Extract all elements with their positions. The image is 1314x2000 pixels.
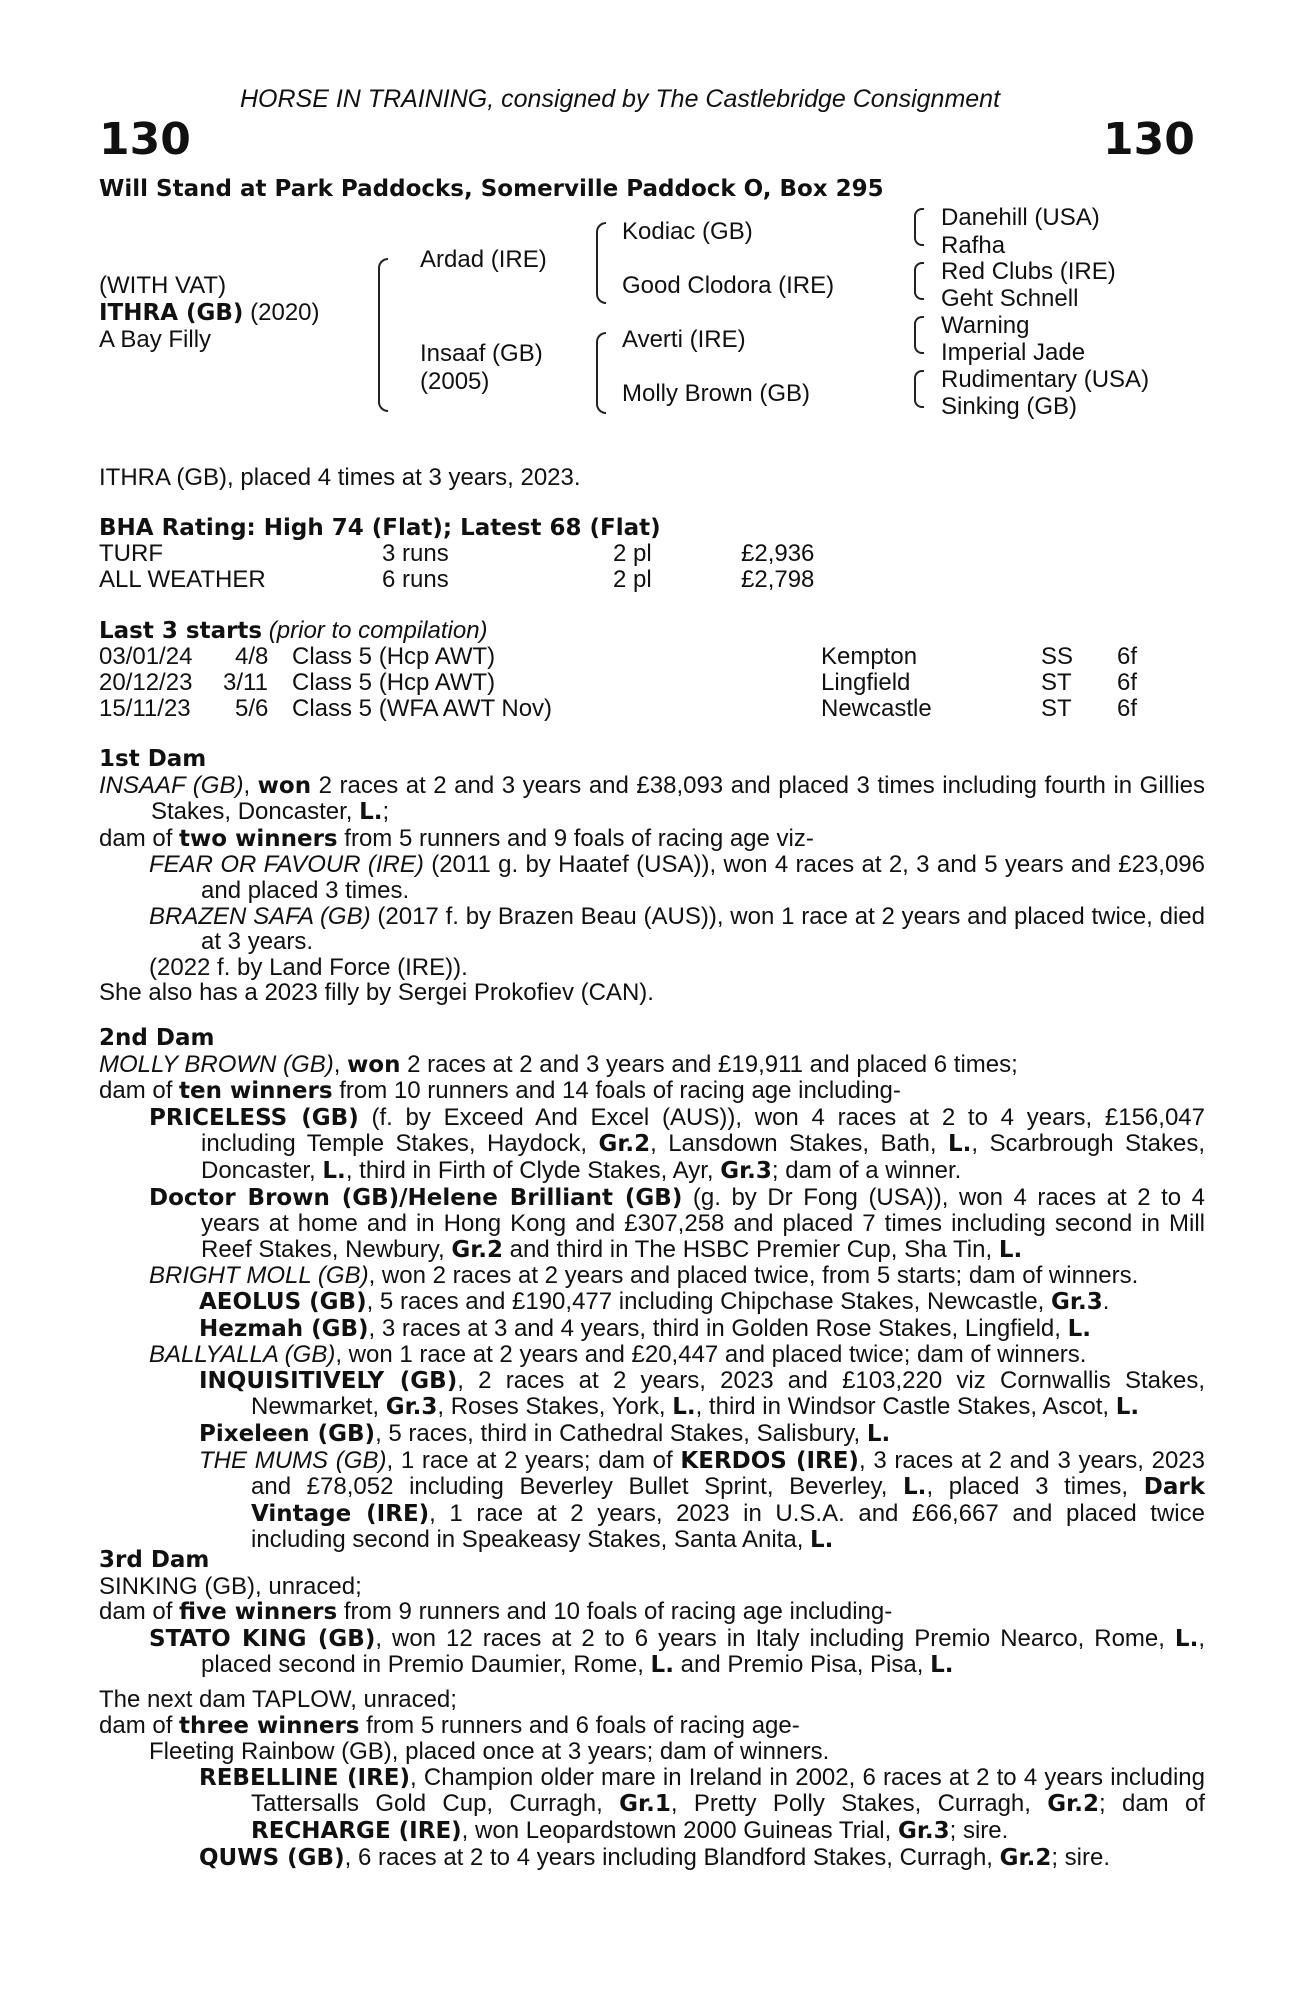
third-dam-section (99, 1547, 1205, 1679)
progeny-record: (g. by Dr Fong (USA)), won 4 races at 2 to 4 years at home and in Hong Kong and £307,258 and placed 7 times including second in Mill Reef Stakes, Newbury, (201, 1183, 1206, 1263)
start-date: 20/12/23 (99, 669, 193, 696)
pedigree-sire-dam: Good Clodora (IRE) (622, 272, 835, 299)
listed-label: L. (672, 1394, 696, 1421)
progeny-record: , won 12 races at 2 to 6 years in Italy including Premio Nearco, Rome, (375, 1624, 1175, 1652)
first-dam-record: 2 races at 2 and 3 years and £38,093 and placed 3 times including fourth in Gillies Stakes, Doncaster, (151, 771, 1205, 826)
progeny-record: , 1 race at 2 years; dam of (386, 1446, 681, 1474)
progeny-record: , won 2 races at 2 years and placed twice, from 5 starts; dam of winners. (368, 1262, 1139, 1290)
progeny-record: , won Leopardstown 2000 Guineas Trial, (461, 1816, 898, 1844)
progeny-name: THE MUMS (GB) (199, 1446, 387, 1474)
horse-summary: ITHRA (GB), placed 4 times at 3 years, 2023. (99, 464, 581, 491)
pedigree-brace-main (378, 258, 388, 412)
progeny-record: , Roses Stakes, York, (437, 1393, 673, 1421)
pedigree-dam-sire: Averti (IRE) (622, 326, 746, 353)
group-label: Gr.3 (385, 1394, 438, 1421)
dam-of-text: dam of (99, 1598, 180, 1626)
pedigree-sdd: Geht Schnell (941, 285, 1079, 312)
listed-label: L. (650, 1652, 674, 1679)
start-going: SS (1041, 643, 1074, 670)
pedigree-ddd: Sinking (GB) (941, 393, 1078, 420)
listed-label: L. (866, 1420, 891, 1447)
group-label: Gr.2 (598, 1131, 651, 1158)
progeny-record: , 6 races at 2 to 4 years including Blandford Stakes, Curragh, (344, 1843, 1000, 1871)
winners-count: five winners (179, 1599, 338, 1626)
progeny-name: BALLYALLA (GB) (149, 1341, 336, 1369)
punct: . (1102, 1287, 1110, 1315)
progeny-record: , Scarbrough Stakes, Doncaster, (201, 1130, 1205, 1184)
listed-label: L. (947, 1131, 972, 1158)
progeny-record: ; dam of (1098, 1790, 1206, 1818)
progeny-name: Doctor Brown (GB)/Helene Brilliant (GB) (149, 1184, 683, 1211)
progeny-record: Fleeting Rainbow (GB), placed once at 3 years; dam of winners. (149, 1738, 830, 1766)
start-course: Newcastle (821, 695, 932, 722)
second-dam-heading: 2nd Dam (99, 1025, 215, 1051)
horse-name: ITHRA (GB) (99, 300, 244, 326)
rating-title: BHA Rating: High 74 (Flat); Latest 68 (Flat) (99, 515, 661, 541)
lot-number-left: 130 (99, 114, 191, 165)
progeny-name: RECHARGE (IRE) (251, 1817, 462, 1844)
last-starts-title (99, 618, 488, 644)
progeny-name: KERDOS (IRE) (680, 1447, 859, 1474)
pedigree-dsd: Imperial Jade (941, 339, 1086, 366)
runners-text: from 9 runners and 10 foals of racing age including- (337, 1598, 893, 1626)
pedigree-brace-g4 (914, 370, 924, 408)
rating-placed: 2 pl (613, 540, 652, 567)
yearling-note: She also has a 2023 filly by Sergei Prokofiev (CAN). (99, 979, 654, 1007)
progeny-record: ; sire. (949, 1816, 1009, 1844)
pedigree-dds: Rudimentary (USA) (941, 366, 1150, 393)
winners-count: three winners (179, 1712, 360, 1739)
progeny-name: INQUISITIVELY (GB) (199, 1367, 458, 1394)
progeny-record: and third in The HSBC Premier Cup, Sha Tin, (503, 1235, 999, 1263)
progeny-name: QUWS (GB) (199, 1844, 345, 1871)
winners-count: ten winners (179, 1078, 333, 1105)
first-dam-heading: 1st Dam (99, 746, 207, 772)
rating-placed: 2 pl (613, 566, 652, 593)
pedigree-ssd: Rafha (941, 232, 1006, 259)
progeny-name: STATO KING (GB) (149, 1625, 376, 1652)
first-dam-section: 1st Dam INSAAF (GB), won 2 races at 2 and 3 years and £38,093 and placed 3 times including fourth in Gillies Stakes, Doncaster, L.; dam of two winners from 5 runners and 9 foals of racing age viz- FEAR OR FAVOUR (IRE) (2011 g. by Haatef (USA)), won 4 races at 2, 3 and 5 years and £23,096 and placed 3 times. BRAZEN SAFA (GB) (2017 f. by Brazen Beau (AUS)), won 1 race at 2 years and placed twice, died at 3 years. (2022 f. by Land Force (IRE)). She also has a 2023 filly by Sergei Prokofiev (CAN). (99, 746, 1206, 1007)
progeny-name: Dark Vintage (IRE) (251, 1474, 1205, 1527)
pedigree-brace-dam (596, 332, 606, 414)
third-dam-heading: 3rd Dam (99, 1547, 210, 1573)
group-label: Gr.2 (1047, 1791, 1099, 1818)
progeny-record: , 5 races, third in Cathedral Stakes, Salisbury, (375, 1419, 867, 1447)
second-dam-record: 2 races at 2 and 3 years and £19,911 and placed 6 times; (400, 1050, 1018, 1078)
listed-label: L. (930, 1652, 954, 1679)
group-label: Gr.3 (1051, 1288, 1103, 1315)
progeny-record: (f. by Exceed And Excel (AUS)), won 4 races at 2 to 4 years, £156,047 including Temple Stakes, Haydock, (201, 1103, 1205, 1158)
horse-description: A Bay Filly (99, 326, 212, 353)
progeny-record: , third in Windsor Castle Stakes, Ascot, (695, 1393, 1116, 1421)
progeny-record: , placed second in Premio Daumier, Rome, (201, 1624, 1205, 1679)
start-distance: 6f (1117, 669, 1138, 696)
pedigree-brace-g3 (914, 316, 924, 354)
pedigree-dam-dam: Molly Brown (GB) (622, 380, 811, 407)
winners-count: two winners (179, 825, 338, 852)
punct: ; (382, 798, 390, 826)
rating-surface: ALL WEATHER (99, 566, 266, 593)
start-course: Kempton (821, 643, 918, 670)
next-dam-section (99, 1687, 1205, 1871)
progeny-record: , third in Firth of Clyde Stakes, Ayr, (345, 1156, 721, 1184)
progeny-record: , 5 races and £190,477 including Chipchase Stakes, Newcastle, (366, 1287, 1052, 1315)
progeny-record: ; dam of a winner. (771, 1156, 962, 1184)
listed-label: L. (1115, 1394, 1140, 1421)
horse-year: (2020) (250, 299, 320, 326)
rating-prize: £2,798 (741, 566, 815, 593)
pedigree-dss: Warning (941, 312, 1030, 339)
first-dam-name: INSAAF (GB) (99, 771, 244, 799)
progeny-record: , placed 3 times, (926, 1473, 1144, 1501)
progeny-record: , won 1 race at 2 years and £20,447 and placed twice; dam of winners. (335, 1341, 1087, 1369)
runners-text: from 5 runners and 9 foals of racing age viz- (337, 824, 814, 852)
vat-note: (WITH VAT) (99, 272, 227, 299)
progeny-record: , 3 races at 3 and 4 years, third in Golden Rose Stakes, Lingfield, (368, 1314, 1068, 1342)
start-distance: 6f (1117, 643, 1138, 670)
progeny-name: Hezmah (GB) (199, 1315, 369, 1342)
progeny-record: (2017 f. by Brazen Beau (AUS)), won 1 race at 2 years and placed twice, died at 3 years. (201, 902, 1205, 956)
group-label: Gr.2 (999, 1844, 1052, 1871)
progeny-name: Pixeleen (GB) (199, 1420, 376, 1447)
start-distance: 6f (1117, 695, 1138, 722)
listed-label: L. (903, 1474, 927, 1501)
start-date: 03/01/24 (99, 643, 193, 670)
progeny-record: ; sire. (1051, 1843, 1111, 1871)
progeny-name: AEOLUS (GB) (199, 1288, 367, 1315)
pedigree-brace-g2 (914, 262, 924, 300)
start-position: 4/8 (235, 643, 269, 670)
pedigree-sds: Red Clubs (IRE) (941, 258, 1116, 285)
listed-label: L. (359, 799, 383, 826)
rating-surface: TURF (99, 540, 163, 567)
progeny-record: and Premio Pisa, Pisa, (673, 1651, 931, 1679)
progeny-record: (2022 f. by Land Force (IRE)). (149, 953, 468, 981)
progeny-name: FEAR OR FAVOUR (IRE) (149, 851, 424, 879)
start-race: Class 5 (Hcp AWT) (292, 643, 496, 670)
runners-text: from 5 runners and 6 foals of racing age- (359, 1711, 800, 1739)
start-date: 15/11/23 (99, 695, 191, 722)
listed-label: L. (322, 1157, 346, 1184)
rating-runs: 6 runs (382, 566, 449, 593)
start-position: 5/6 (235, 695, 269, 722)
horse-name-line (99, 299, 320, 327)
listed-label: L. (998, 1236, 1023, 1263)
listed-label: L. (1174, 1625, 1199, 1652)
rating-runs: 3 runs (382, 540, 449, 567)
dam-of-text: dam of (99, 1711, 180, 1739)
listed-label: L. (810, 1527, 834, 1554)
pedigree-dam: Insaaf (GB) (420, 340, 543, 367)
stand-location: Will Stand at Park Paddocks, Somerville Paddock O, Box 295 (99, 176, 884, 202)
start-position: 3/11 (223, 669, 268, 696)
consignor-line: HORSE IN TRAINING, consigned by The Castlebridge Consignment (240, 85, 1001, 113)
second-dam-name: MOLLY BROWN (GB) (99, 1050, 334, 1078)
start-going: ST (1041, 669, 1072, 696)
group-label: Gr.1 (619, 1791, 671, 1818)
progeny-name: REBELLINE (IRE) (199, 1764, 411, 1791)
progeny-record: , Pretty Polly Stakes, Curragh, (670, 1790, 1048, 1818)
start-race: Class 5 (WFA AWT Nov) (292, 695, 553, 722)
next-dam-name: The next dam TAPLOW, unraced; (99, 1686, 457, 1713)
pedigree-dam-year: (2005) (420, 368, 490, 395)
listed-label: L. (1067, 1315, 1092, 1342)
start-race: Class 5 (Hcp AWT) (292, 669, 496, 696)
runners-text: from 10 runners and 14 foals of racing age including- (332, 1077, 901, 1105)
group-label: Gr.3 (720, 1157, 772, 1184)
progeny-record: , Champion older mare in Ireland in 2002, 6 races at 2 to 4 years including Tattersalls Gold Cup, Curragh, (251, 1763, 1205, 1818)
rating-prize: £2,936 (741, 540, 815, 567)
pedigree-brace-g1 (914, 208, 924, 246)
group-label: Gr.2 (451, 1236, 504, 1263)
second-dam-section: 2nd Dam MOLLY BROWN (GB), won 2 races at 2 and 3 years and £19,911 and placed 6 times; dam of ten winners from 10 runners and 14 foals of racing age including- PRICELESS (GB) (f. by Exceed And Excel (AUS)), won 4 races at 2 to 4 years, £156,047 including Temple Stakes, Haydock, Gr.2, Lansdown Stakes, Bath, L., Scarbrough Stakes, Doncaster, L., third in Firth of Clyde Stakes, Ayr, Gr.3; dam of a winner. Doctor Brown (GB)/Helene Brilliant (GB) (g. by Dr Fong (USA)), won 4 races at 2 to 4 years at home and in Hong Kong and £307,258 and placed 7 times including second in Mill Reef Stakes, Newbury, Gr.2 and third in The HSBC Premier Cup, Sha Tin, L. BRIGHT MOLL (GB), won 2 races at 2 years and placed twice, from 5 starts; dam of winners. AEOLUS (GB), 5 races and £190,477 including Chipchase Stakes, Newcastle, Gr.3. Hezmah (GB), 3 races at 3 and 4 years, third in Golden Rose Stakes, Lingfield, L. BALLYALLA (GB), won 1 race at 2 years and £20,447 and placed twice; dam of winners. INQUISITIVELY (GB), 2 races at 2 years, 2023 and £103,220 viz Cornwallis Stakes, Newmarket, Gr.3, Roses Stakes, York, L., third in Windsor Castle Stakes, Ascot, L. Pixeleen (GB), 5 races, third in Cathedral Stakes, Salisbury, L. THE MUMS (GB), 1 race at 2 years; dam of KERDOS (IRE), 3 races at 2 and 3 years, 2023 and £78,052 including Beverley Bullet Sprint, Beverley, L., placed 3 times, Dark Vintage (IRE), 1 race at 2 years, 2023 in U.S.A. and £66,667 and placed twice including second in Speakeasy Stakes, Santa Anita, L. (99, 1025, 1206, 1554)
progeny-record: , 1 race at 2 years, 2023 in U.S.A. and £66,667 and placed twice including second in Speakeasy Stakes, Santa Anita, (251, 1499, 1205, 1554)
pedigree-brace-sire (596, 222, 606, 304)
progeny-record: , 2 races at 2 years, 2023 and £103,220 viz Cornwallis Stakes, Newmarket, (251, 1366, 1205, 1421)
third-dam-name: SINKING (GB), unraced; (99, 1572, 362, 1600)
won-label: won (347, 1051, 401, 1078)
dam-of-text: dam of (99, 824, 180, 852)
progeny-record: (2011 g. by Haatef (USA)), won 4 races at 2, 3 and 5 years and £23,096 and placed 3 times. (201, 851, 1206, 904)
lot-number-right: 130 (1103, 114, 1195, 165)
progeny-record: , Lansdown Stakes, Bath, (650, 1130, 948, 1158)
progeny-record: , 3 races at 2 and 3 years, 2023 and £78,052 including Beverley Bullet Sprint, Beverley, (251, 1446, 1205, 1501)
pedigree-sire-sire: Kodiac (GB) (622, 218, 753, 245)
last-starts-note: (prior to compilation) (268, 617, 488, 644)
progeny-name: BRAZEN SAFA (GB) (149, 902, 371, 930)
group-label: Gr.3 (897, 1817, 950, 1844)
pedigree-sss: Danehill (USA) (941, 204, 1100, 231)
pedigree-sire: Ardad (IRE) (420, 246, 547, 273)
start-going: ST (1041, 695, 1072, 722)
start-course: Lingfield (821, 669, 911, 696)
progeny-name: BRIGHT MOLL (GB) (149, 1262, 369, 1290)
won-label: won (257, 772, 312, 799)
last-starts-heading: Last 3 starts (99, 618, 263, 644)
dam-of-text: dam of (99, 1077, 180, 1105)
progeny-name: PRICELESS (GB) (149, 1104, 359, 1131)
